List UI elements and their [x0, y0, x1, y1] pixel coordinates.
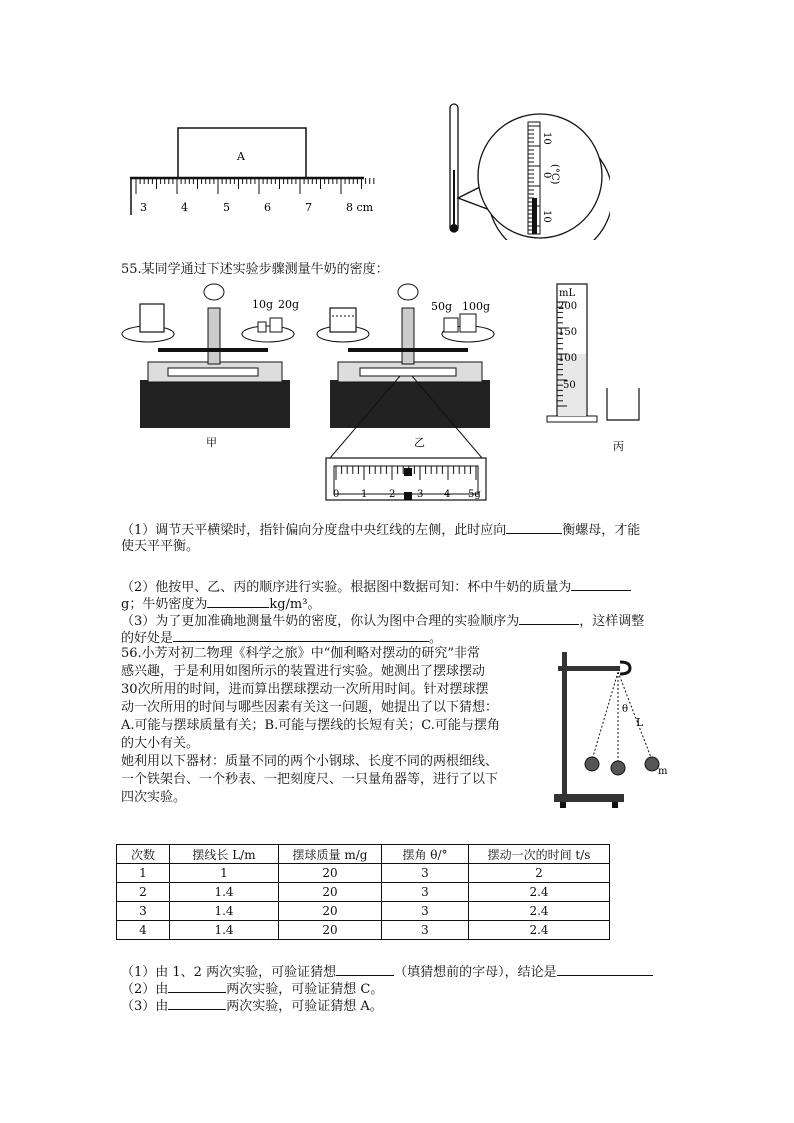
answer-blank[interactable] [173, 628, 429, 642]
theta-label: θ [622, 704, 629, 715]
table-header: 摆动一次的时间 t/s [469, 845, 610, 864]
thermo-label: 0 [541, 172, 552, 179]
thermo-unit: (°C) [549, 164, 560, 185]
answer-blank[interactable] [168, 996, 226, 1010]
ruler-tick-label: 8 cm [346, 201, 374, 214]
answer-blank[interactable] [207, 594, 269, 608]
fig-label-jia: 甲 [206, 436, 217, 449]
q55-p1: （1）调节天平横梁时，指针偏向分度盘中央红线的左侧，此时应向 衡螺母，才能 [121, 520, 640, 539]
table-row: 1 1 20 3 2 [117, 864, 610, 883]
table-header: 摆角 θ/° [382, 845, 469, 864]
weight-label: 10g [252, 298, 274, 311]
rider-label: 5g [468, 489, 481, 500]
ruler-figure [128, 125, 378, 220]
cylinder-unit: mL [559, 288, 576, 299]
block-a-label: A [237, 150, 245, 163]
pendulum-figure [548, 648, 678, 810]
answer-blank[interactable] [571, 577, 631, 591]
thermometer-figure [440, 100, 610, 240]
thermo-label: 10 [541, 210, 552, 223]
pendulum-ball [611, 761, 625, 775]
weight-label: 20g [278, 298, 300, 311]
table-row: 4 1.4 20 3 2.4 [117, 921, 610, 940]
q56-line: 56.小芳对初二物理《科学之旅》中“伽利略对摆动的研究”非常 [121, 646, 480, 661]
ruler-tick-label: 4 [181, 201, 188, 214]
q56-line: 30次所用的时间，进而算出摆球摆动一次所用时间。针对摆球摆 [121, 682, 489, 697]
answer-blank[interactable] [168, 979, 226, 993]
cylinder-figure [545, 282, 655, 457]
rider-label: 4 [444, 489, 451, 500]
experiment-table [116, 844, 610, 940]
pendulum-ball [645, 757, 659, 771]
empty-beaker [607, 388, 639, 420]
balance-jia [122, 284, 299, 449]
answer-blank[interactable] [336, 962, 394, 976]
rider-label: 0 [333, 489, 340, 500]
cylinder-mark: 50 [563, 380, 576, 391]
q55-p2-cont: g；牛奶密度为 kg/m³。 [121, 594, 320, 613]
cylinder-mark: 200 [558, 301, 578, 312]
fig-label-yi: 乙 [414, 436, 425, 449]
q56-line: 她利用以下器材：质量不同的两个小钢球、长度不同的两根细线、 [121, 754, 499, 769]
q56-line: A.可能与摆球质量有关；B.可能与摆线的长短有关；C.可能与摆角 [121, 718, 500, 733]
rider-scale-inset [326, 458, 486, 500]
stand-pole [562, 652, 567, 796]
table-row: 3 1.4 20 3 2.4 [117, 902, 610, 921]
fig-label-bing: 丙 [613, 440, 624, 453]
weight-label: 50g [431, 300, 453, 313]
q56-line: 动一次所用的时间与哪些因素有关这一问题，她提出了以下猜想： [121, 700, 499, 715]
answer-blank[interactable] [519, 611, 579, 625]
pendulum-ball [585, 757, 599, 771]
ruler-tick-label: 3 [140, 201, 147, 214]
q55-p3: （3）为了更加准确地测量牛奶的密度，你认为图中合理的实验顺序为 ，这样调整 [121, 611, 644, 630]
table-header: 次数 [117, 845, 170, 864]
q56-a1: （1）由 1、2 两次实验，可验证猜想 （填猜想前的字母），结论是 [121, 962, 653, 981]
length-label: L [636, 716, 644, 729]
table-header: 摆球质量 m/g [279, 845, 382, 864]
rider-label: 2 [389, 489, 396, 500]
q56-a2: （2）由 两次实验，可验证猜想 C。 [121, 979, 383, 998]
q56-line: 一个铁架台、一个秒表、一把刻度尺、一只量角器等，进行了以下 [121, 772, 499, 787]
table-header-row [117, 845, 610, 864]
mass-label: m [658, 766, 668, 777]
table-header: 摆线长 L/m [170, 845, 279, 864]
balance-figures [118, 278, 498, 508]
q55-p2: （2）他按甲、乙、丙的顺序进行实验。根据图中数据可知：杯中牛奶的质量为 [121, 577, 631, 596]
ruler-tick-label: 6 [264, 201, 271, 214]
q55-p1-cont: 使天平平衡。 [121, 539, 200, 554]
cylinder-mark: 150 [558, 327, 578, 338]
rider-label: 1 [361, 489, 368, 500]
q56-line: 的大小有关。 [121, 736, 200, 751]
q56-line: 感兴趣，于是利用如图所示的装置进行实验。她测出了摆球摆动 [121, 664, 486, 679]
answer-blank[interactable] [557, 962, 653, 976]
q55-p3-cont: 的好处是 。 [121, 628, 442, 647]
ruler-tick-label: 7 [305, 201, 312, 214]
q56-line: 四次实验。 [121, 790, 187, 805]
table-row: 2 1.4 20 3 2.4 [117, 883, 610, 902]
ruler-tick-label: 5 [223, 201, 230, 214]
balance-yi [317, 284, 494, 458]
thermo-label: 10 [541, 132, 552, 145]
rider-label: 3 [417, 489, 424, 500]
q56-a3: （3）由 两次实验，可验证猜想 A。 [121, 996, 383, 1015]
answer-blank[interactable] [506, 520, 562, 534]
q55-stem: 55.某同学通过下述实验步骤测量牛奶的密度： [121, 262, 389, 277]
weight-label: 100g [462, 300, 491, 313]
cylinder-mark: 100 [558, 353, 578, 364]
